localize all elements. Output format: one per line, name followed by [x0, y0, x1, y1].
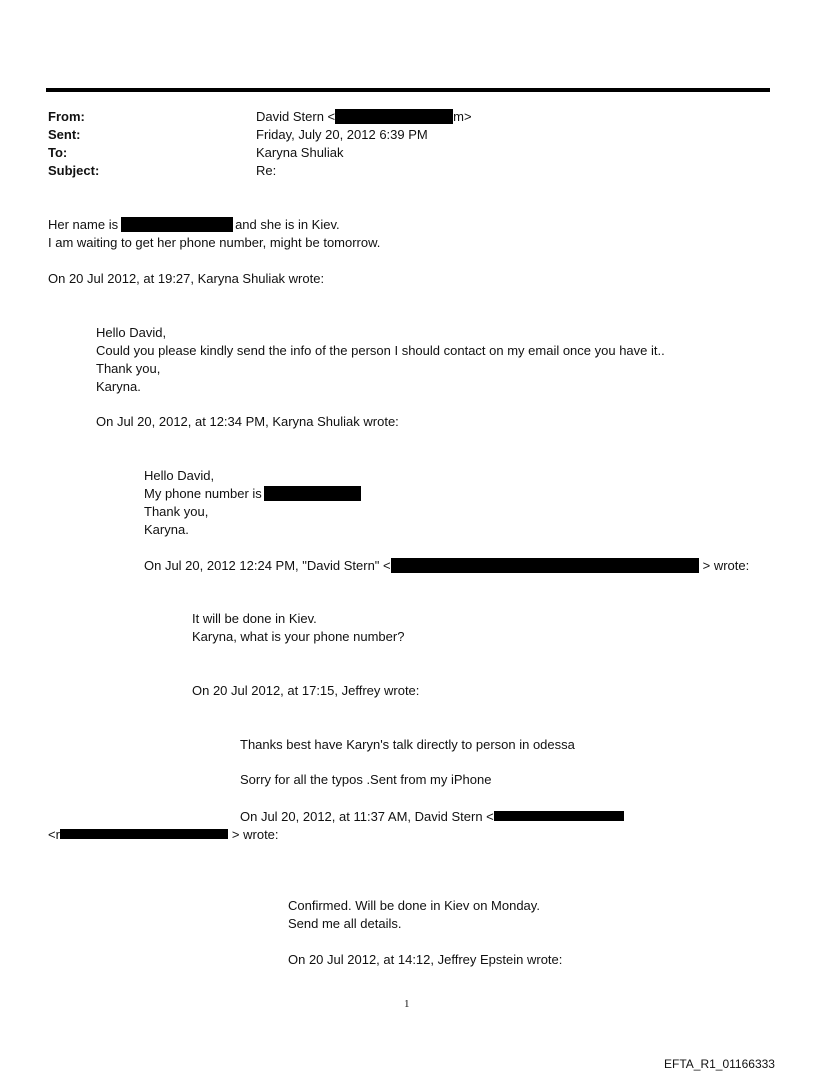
body-line-1-pre: Her name is: [48, 217, 119, 232]
quote2-line-2: Thank you,: [144, 504, 209, 519]
body-line-1: [48, 217, 340, 233]
quote1-line-3: Karyna.: [96, 379, 141, 394]
redaction-box: [494, 811, 624, 821]
to-label: To:: [48, 145, 68, 160]
quote4-attribution-pre: On Jul 20, 2012, at 11:37 AM, David Stern <: [240, 809, 494, 824]
quote5-line-2: Send me all details.: [288, 916, 402, 931]
bates-number: EFTA_R1_01166333: [664, 1057, 775, 1071]
quote2-phone-pre: My phone number is: [144, 486, 262, 501]
quote3-attribution: On 20 Jul 2012, at 17:15, Jeffrey wrote:: [192, 683, 420, 698]
quote4-wrap-pre: <r: [48, 827, 60, 842]
quote1-attribution: On Jul 20, 2012, at 12:34 PM, Karyna Shuliak wrote:: [96, 414, 399, 429]
from-value: [256, 109, 472, 125]
sent-label: Sent:: [48, 127, 81, 142]
redaction-box: [335, 109, 453, 124]
subject-label: Subject:: [48, 163, 100, 178]
quote4-wrap-post: > wrote:: [231, 827, 279, 842]
quote1-greeting: Hello David,: [96, 325, 167, 340]
redaction-box: [391, 558, 699, 573]
quote5-attribution: On 20 Jul 2012, at 14:12, Jeffrey Epstein wrote:: [288, 952, 563, 967]
quote3-line-2: Karyna, what is your phone number?: [192, 629, 405, 644]
page-number: 1: [404, 998, 410, 1010]
body-line-1-post: and she is in Kiev.: [235, 217, 340, 232]
quote4-attribution-wrap: [48, 827, 279, 843]
quote2-greeting: Hello David,: [144, 468, 215, 483]
attribution-1: On 20 Jul 2012, at 19:27, Karyna Shuliak wrote:: [48, 271, 325, 286]
quote3-line-1: It will be done in Kiev.: [192, 611, 317, 626]
from-tail: m>: [453, 109, 472, 124]
from-name: David Stern <: [256, 109, 336, 124]
quote2-phone-line: [144, 486, 361, 502]
quote2-attribution: [144, 558, 749, 574]
quote4-line-2: Sorry for all the typos .Sent from my iPhone: [240, 772, 492, 787]
from-label: From:: [48, 109, 85, 124]
quote4-attribution: [240, 809, 624, 825]
subject-value: Re:: [256, 163, 277, 178]
quote4-line-1: Thanks best have Karyn's talk directly to person in odessa: [240, 737, 575, 752]
redaction-box: [264, 486, 361, 501]
quote1-line-1: Could you please kindly send the info of the person I should contact on my email once you have it..: [96, 343, 665, 358]
header-rule: [46, 88, 770, 92]
quote2-line-3: Karyna.: [144, 522, 189, 537]
to-value: Karyna Shuliak: [256, 145, 344, 160]
redaction-box: [121, 217, 233, 232]
quote5-line-1: Confirmed. Will be done in Kiev on Monday.: [288, 898, 540, 913]
sent-value: Friday, July 20, 2012 6:39 PM: [256, 127, 428, 142]
quote2-attribution-post: > wrote:: [702, 558, 750, 573]
quote1-line-2: Thank you,: [96, 361, 161, 376]
body-line-2: I am waiting to get her phone number, might be tomorrow.: [48, 235, 381, 250]
quote2-attribution-pre: On Jul 20, 2012 12:24 PM, "David Stern" <: [144, 558, 391, 573]
redaction-box: [60, 829, 228, 839]
